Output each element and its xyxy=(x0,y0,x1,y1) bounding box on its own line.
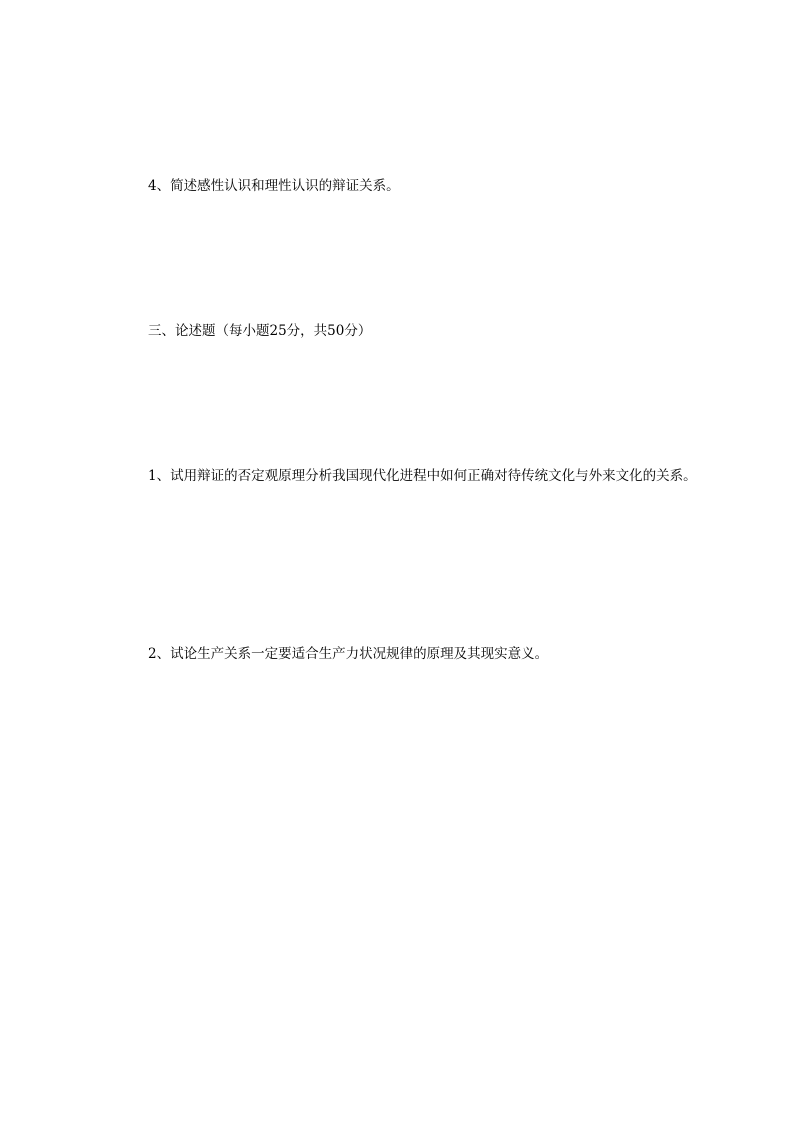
essay-question-1: 1、试用辩证的否定观原理分析我国现代化进程中如何正确对待传统文化与外来文化的关系。 xyxy=(148,468,697,484)
short-answer-question-4: 4、简述感性认识和理性认识的辩证关系。 xyxy=(148,178,400,194)
essay-question-2: 2、试论生产关系一定要适合生产力状况规律的原理及其现实意义。 xyxy=(148,646,549,662)
section-heading-essay-questions: 三、论述题（每小题25分，共50分） xyxy=(148,323,372,339)
